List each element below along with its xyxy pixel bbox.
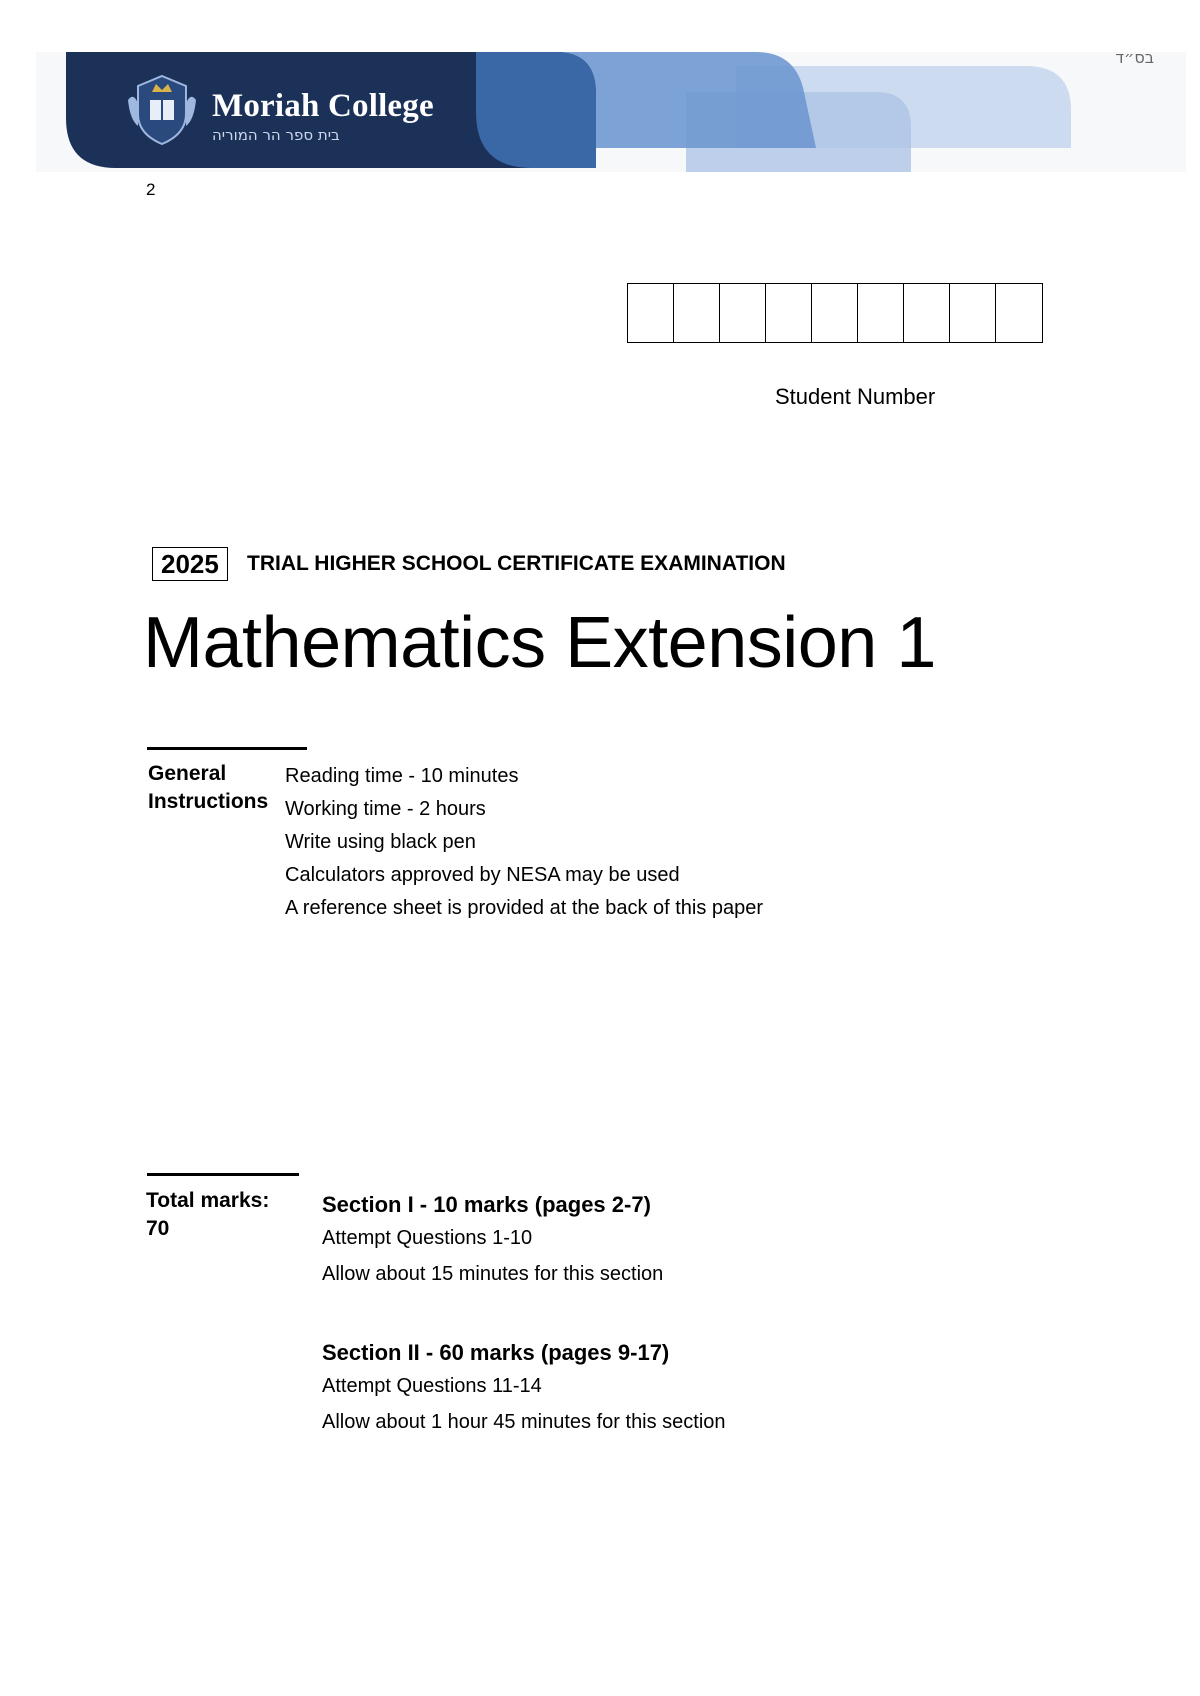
college-banner	[36, 52, 1186, 172]
list-item: A reference sheet is provided at the back of this paper	[285, 897, 764, 919]
exam-year: 2025	[152, 547, 228, 581]
student-number-digit-box[interactable]	[904, 284, 950, 342]
list-item: Reading time - 10 minutes	[285, 765, 519, 787]
divider-rule	[147, 747, 307, 750]
college-name: Moriah College	[212, 88, 434, 124]
list-item: Calculators approved by NESA may be used	[285, 864, 680, 886]
student-number-label: Student Number	[775, 384, 936, 409]
list-item: Write using black pen	[285, 831, 476, 853]
student-number-digit-box[interactable]	[950, 284, 996, 342]
student-number-digit-box[interactable]	[996, 284, 1042, 342]
student-number-digit-box[interactable]	[628, 284, 674, 342]
section-line: Allow about 15 minutes for this section	[322, 1263, 664, 1285]
divider-rule	[147, 1173, 299, 1176]
section-title: Section II - 60 marks (pages 9-17)	[322, 1340, 670, 1365]
student-number-digit-box[interactable]	[766, 284, 812, 342]
section-line: Attempt Questions 1-10	[322, 1227, 533, 1249]
student-number-digit-box[interactable]	[812, 284, 858, 342]
student-number-digit-box[interactable]	[858, 284, 904, 342]
general-instructions-list	[285, 760, 763, 925]
section-line: Attempt Questions 11-14	[322, 1375, 542, 1397]
total-marks-label: Total marks: 70	[146, 1189, 270, 1240]
section-title: Section I - 10 marks (pages 2-7)	[322, 1192, 651, 1217]
bsd-mark: בס״ד	[1115, 48, 1154, 67]
section-line: Allow about 1 hour 45 minutes for this section	[322, 1411, 726, 1433]
section-one	[322, 1190, 663, 1292]
exam-name: TRIAL HIGHER SCHOOL CERTIFICATE EXAMINATION	[247, 552, 786, 575]
page-number: 2	[146, 180, 156, 199]
section-two	[322, 1338, 726, 1440]
subject-title: Mathematics Extension 1	[143, 603, 936, 683]
list-item: Working time - 2 hours	[285, 798, 486, 820]
general-instructions-label: General Instructions	[148, 762, 269, 813]
college-hebrew-name: בית ספר הר המוריה	[212, 126, 340, 144]
student-number-digit-box[interactable]	[674, 284, 720, 342]
student-number-digit-box[interactable]	[720, 284, 766, 342]
student-number-boxes	[627, 283, 1043, 343]
college-crest-icon	[124, 70, 200, 150]
